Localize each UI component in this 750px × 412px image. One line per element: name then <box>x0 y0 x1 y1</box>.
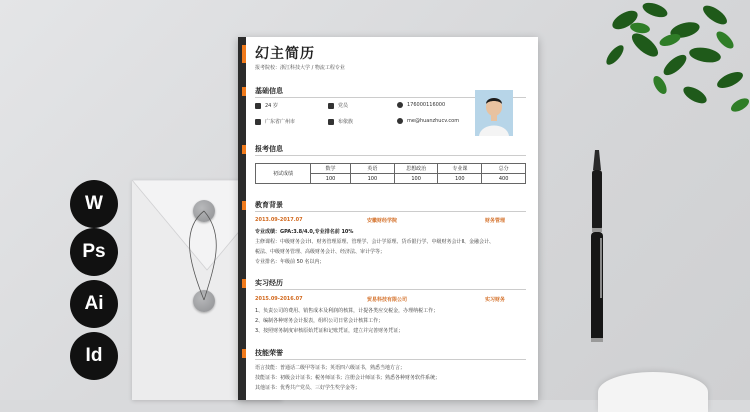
apply-line: 报考院校：浙江科技大学 / 物流工程专业 <box>255 65 345 71</box>
section-basic-title: 基础信息 <box>255 87 283 95</box>
people-icon <box>328 119 334 125</box>
education-courses-2: 税法、中级财务管理、高级财务会计、经济法、审计学等； <box>255 249 386 255</box>
accent-basic <box>242 87 246 96</box>
section-skills-title: 技能荣誉 <box>255 349 283 357</box>
experience-item: 1、负责公司的费用、销售成本及利润的核算，计提各类应交税金，办理纳税工作； <box>255 308 439 314</box>
skills-other: 其他证书：优秀共产党员、三好学生奖学金等； <box>255 385 361 391</box>
location-icon <box>255 119 261 125</box>
experience-company: 贸易科技有限公司 <box>367 297 408 303</box>
email-icon <box>397 118 403 124</box>
table-cell: 100 <box>394 174 438 184</box>
table-cell: 100 <box>311 174 351 184</box>
section-divider <box>255 211 526 212</box>
skills-professional: 技能证书：初级会计证书；税务师证书；注册会计师证书；熟悉各种财务软件系统； <box>255 375 441 381</box>
experience-item: 2、编制各种财务会计报表，组织公司日常会计核算工作； <box>255 318 384 324</box>
skills-language: 语言技能：普通话二级甲等证书；英语四六级证书，熟悉当地方言； <box>255 365 406 371</box>
education-rank: 专业排名：年级前 50 名以内； <box>255 259 325 265</box>
education-gpa: 专业成绩：GPA:3.8/4.0,专业排名前 10% <box>255 229 354 235</box>
education-school: 安徽财经学院 <box>367 218 398 224</box>
person-icon <box>255 103 261 109</box>
word-icon: W <box>70 180 118 228</box>
education-period: 2013.09-2017.07 <box>255 217 303 223</box>
email-value: me@huanzhucv.com <box>407 118 460 124</box>
age-value: 24 岁 <box>265 103 278 109</box>
score-table <box>255 163 526 184</box>
table-header: 英语 <box>351 164 395 174</box>
indesign-icon: Id <box>70 332 118 380</box>
experience-item: 3、按照财务制度审核原始凭证和记账凭证，建立并完善财务凭证； <box>255 328 404 334</box>
envelope-string <box>170 205 240 305</box>
education-courses-1: 主修课程：中级财务会计Ⅰ、财务管理原理、管理学、会计学原理、货币银行学、中级财务会计Ⅱ、金融会计、 <box>255 239 494 245</box>
party-value: 党员 <box>338 103 349 109</box>
accent-exam <box>242 145 246 154</box>
location-value: 广东省广州市 <box>265 119 296 125</box>
section-divider <box>255 359 526 360</box>
section-education-title: 教育背景 <box>255 201 283 209</box>
phone-icon <box>397 102 403 108</box>
accent-education <box>242 201 246 210</box>
ethnicity-item <box>328 118 353 125</box>
table-header: 数学 <box>311 164 351 174</box>
section-divider <box>255 289 526 290</box>
age-item <box>255 102 278 109</box>
photoshop-icon: Ps <box>70 228 118 276</box>
profile-photo <box>475 90 513 136</box>
table-cell: 400 <box>482 174 526 184</box>
accent-skills <box>242 349 246 358</box>
table-cell: 100 <box>351 174 395 184</box>
flag-icon <box>328 103 334 109</box>
ethnicity-value: 布依族 <box>338 119 354 125</box>
resume-document <box>238 37 538 400</box>
section-experience-title: 实习经历 <box>255 279 283 287</box>
table-header: 专业课 <box>438 164 482 174</box>
fountain-pen <box>586 150 608 350</box>
table-cell: 100 <box>438 174 482 184</box>
phone-item <box>397 102 445 108</box>
illustrator-icon: Ai <box>70 280 118 328</box>
section-exam-title: 报考信息 <box>255 145 283 153</box>
section-divider <box>255 155 526 156</box>
resume-title: 幻主简历 <box>255 46 315 62</box>
experience-period: 2015.09-2016.07 <box>255 296 303 302</box>
phone-value: 176000116000 <box>407 102 446 108</box>
coffee-cup <box>598 372 708 412</box>
plant-decoration <box>585 0 750 120</box>
table-header: 总分 <box>482 164 526 174</box>
email-item <box>397 118 459 124</box>
table-header: 思想政治 <box>394 164 438 174</box>
education-major: 财务管理 <box>485 218 506 224</box>
table-row <box>256 164 526 174</box>
accent-experience <box>242 279 246 288</box>
table-row-label: 初试成绩 <box>256 164 311 184</box>
party-item <box>328 102 348 109</box>
experience-role: 实习财务 <box>485 297 506 303</box>
location-item <box>255 118 295 125</box>
accent-title <box>242 45 246 63</box>
